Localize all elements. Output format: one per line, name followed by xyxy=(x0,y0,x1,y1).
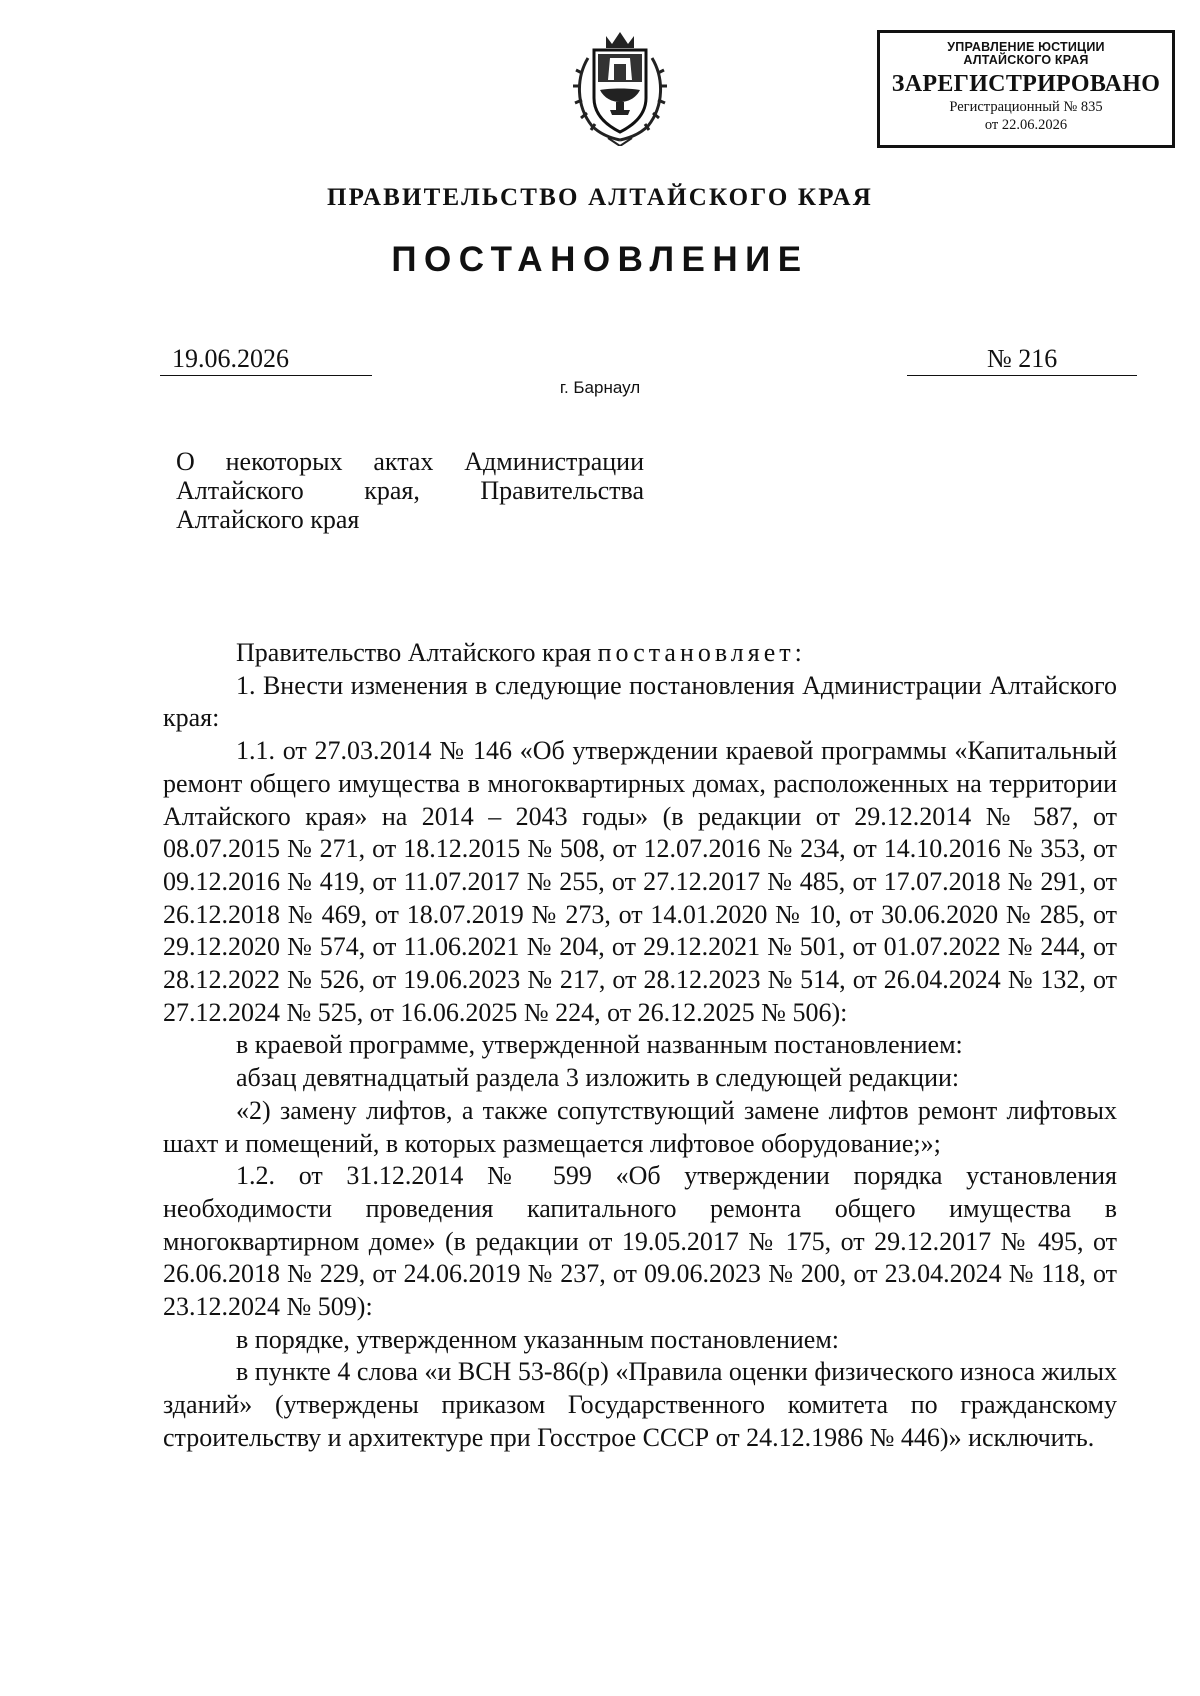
paragraph-1-2-b: в пункте 4 слова «и ВСН 53-86(р) «Правила оценки физического износа жилых зданий» (утверждены приказом Государственного комитета по гражданскому строительству и архитектуре при Госстрое СССР от 24.12.1986 № 446)» исключить. xyxy=(163,1357,1117,1452)
paragraph-1-2: 1.2. от 31.12.2014 № 599 «Об утверждении порядка установления необходимости проведения капитального ремонта общего имущества в многоквартирном доме» (в редакции от 19.05.2017 № 175, от 29.12.2017 № 495, от 26.06.2018 № 229, от 24.06.2019 № 237, от 09.06.2023 № 200, от 23.04.2024 № 118, от 23.12.2024 № 509): xyxy=(163,1161,1117,1322)
stamp-status: ЗАРЕГИСТРИРОВАНО xyxy=(891,71,1161,97)
preamble xyxy=(163,637,1117,670)
preamble-text: Правительство Алтайского края xyxy=(236,638,598,667)
coat-of-arms-icon xyxy=(570,28,670,146)
authority-title: ПРАВИТЕЛЬСТВО АЛТАЙСКОГО КРАЯ xyxy=(326,184,874,211)
paragraph-1-1-c: «2) замену лифтов, а также сопутствующий замене лифтов ремонт лифтовых шахт и помещений, в которых размещается лифтовое оборудование;»; xyxy=(163,1095,1117,1158)
document-number: № 216 xyxy=(907,343,1137,376)
subject-line: О некоторых актах Администрации xyxy=(176,447,644,476)
registration-stamp xyxy=(877,30,1175,148)
document-type: ПОСТАНОВЛЕНИЕ xyxy=(391,240,809,279)
document-subject xyxy=(176,447,644,534)
document-city: г. Барнаул xyxy=(559,378,641,397)
stamp-authority-line1: УПРАВЛЕНИЕ ЮСТИЦИИ xyxy=(947,40,1105,54)
document-body xyxy=(163,637,1117,1455)
paragraph-1: 1. Внести изменения в следующие постановления Администрации Алтайского края: xyxy=(163,670,1117,733)
paragraph-1-1-a: в краевой программе, утвержденной названным постановлением: xyxy=(236,1030,963,1060)
stamp-reg-number: Регистрационный № 835 xyxy=(949,99,1103,115)
stamp-authority-line2: АЛТАЙСКОГО КРАЯ xyxy=(963,53,1089,67)
paragraph-1-1: 1.1. от 27.03.2014 № 146 «Об утверждении краевой программы «Капитальный ремонт общего имущества в многоквартирных домах, расположенных на территории Алтайского края» на 2014 – 2043 годы» (в редакции от 29.12.2014 № 587, от 08.07.2015 № 271, от 18.12.2015 № 508, от 12.07.2016 № 234, от 14.10.2016 № 353, от 09.12.2016 № 419, от 11.07.2017 № 255, от 27.12.2017 № 485, от 17.07.2018 № 291, от 26.12.2018 № 469, от 18.07.2019 № 273, от 14.01.2020 № 10, от 30.06.2020 № 285, от 29.12.2020 № 574, от 11.06.2021 № 204, от 29.12.2021 № 501, от 01.07.2022 № 244, от 28.12.2022 № 526, от 19.06.2023 № 217, от 28.12.2023 № 514, от 26.04.2024 № 132, от 27.12.2024 № 525, от 16.06.2025 № 224, от 26.12.2025 № 506): xyxy=(163,736,1117,1027)
stamp-reg-date: от 22.06.2026 xyxy=(984,117,1068,133)
subject-line: Алтайского края, Правительства xyxy=(176,476,644,505)
preamble-colon: : xyxy=(794,638,802,667)
subject-line: Алтайского края xyxy=(176,505,360,534)
paragraph-1-1-b: абзац девятнадцатый раздела 3 изложить в следующей редакции: xyxy=(236,1063,960,1093)
paragraph-1-2-a: в порядке, утвержденном указанным постановлением: xyxy=(236,1324,840,1354)
document-date: 19.06.2026 xyxy=(160,343,372,376)
preamble-resolves: постановляет xyxy=(597,638,795,667)
